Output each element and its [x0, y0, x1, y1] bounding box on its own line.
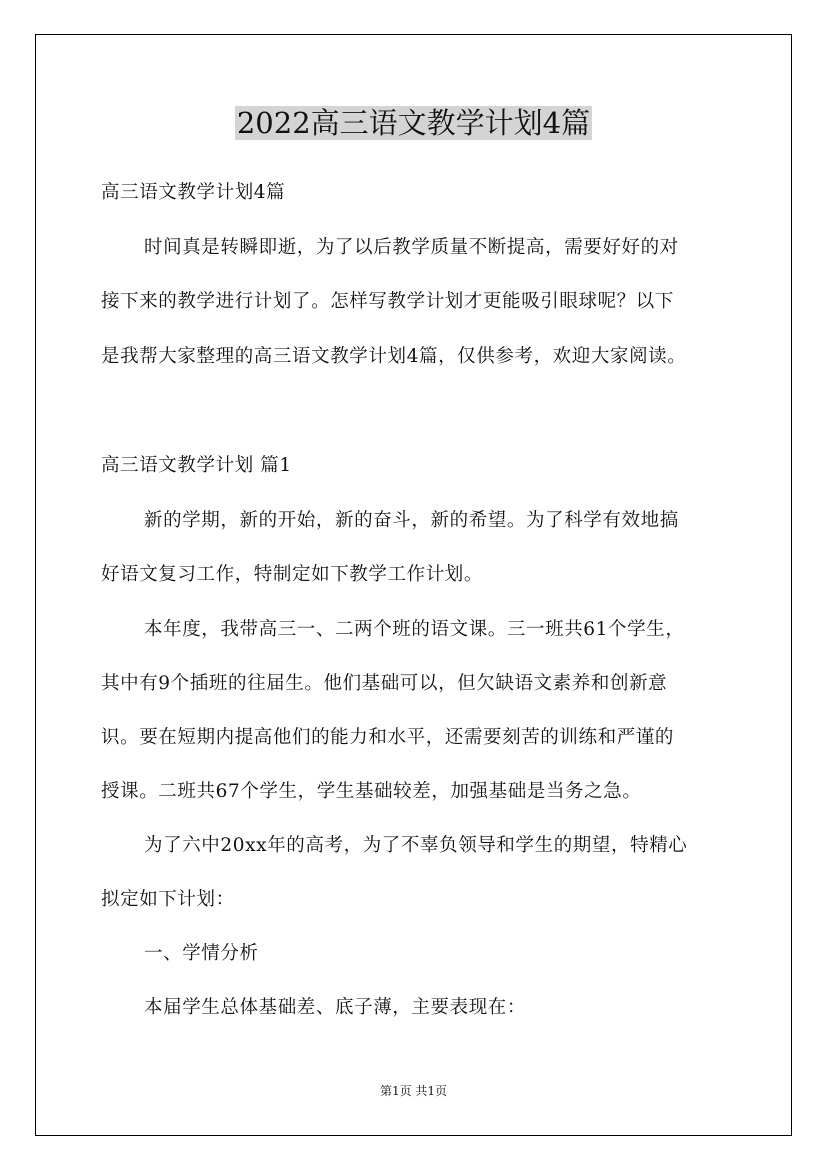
text-line: 本年度，我带高三一、二两个班的语文课。三一班共61个学生， [144, 619, 685, 640]
text-line: 是我帮大家整理的高三语文教学计划4篇，仅供参考，欢迎大家阅读。 [101, 346, 687, 367]
subtitle-line: 高三语文教学计划4篇 [101, 182, 286, 203]
document-title [0, 104, 827, 142]
text-line: 识。要在短期内提高他们的能力和水平，还需要刻苦的训练和严谨的 [101, 727, 675, 748]
text-line: 授课。二班共67个学生，学生基础较差，加强基础是当务之急。 [101, 781, 642, 802]
document-title-text: 2022高三语文教学计划4篇 [236, 106, 591, 140]
text-line: 拟定如下计划： [101, 889, 235, 910]
text-line: 新的学期，新的开始，新的奋斗，新的希望。为了科学有效地搞 [144, 510, 679, 531]
text-line: 接下来的教学进行计划了。怎样写教学计划才更能吸引眼球呢？以下 [101, 291, 675, 312]
text-line: 为了六中20xx年的高考，为了不辜负领导和学生的期望，特精心 [144, 835, 688, 856]
text-line: 本届学生总体基础差、底子薄，主要表现在： [144, 997, 527, 1018]
text-line: 好语文复习工作，特制定如下教学工作计划。 [101, 564, 484, 585]
text-line: 时间真是转瞬即逝，为了以后教学质量不断提高，需要好好的对 [144, 237, 679, 258]
page-footer: 第1页 共1页 [379, 1084, 448, 1098]
text-line: 其中有9个插班的往届生。他们基础可以，但欠缺语文素养和创新意 [101, 673, 668, 694]
subsection-heading: 一、学情分析 [144, 943, 259, 964]
section-heading: 高三语文教学计划 篇1 [101, 455, 292, 476]
